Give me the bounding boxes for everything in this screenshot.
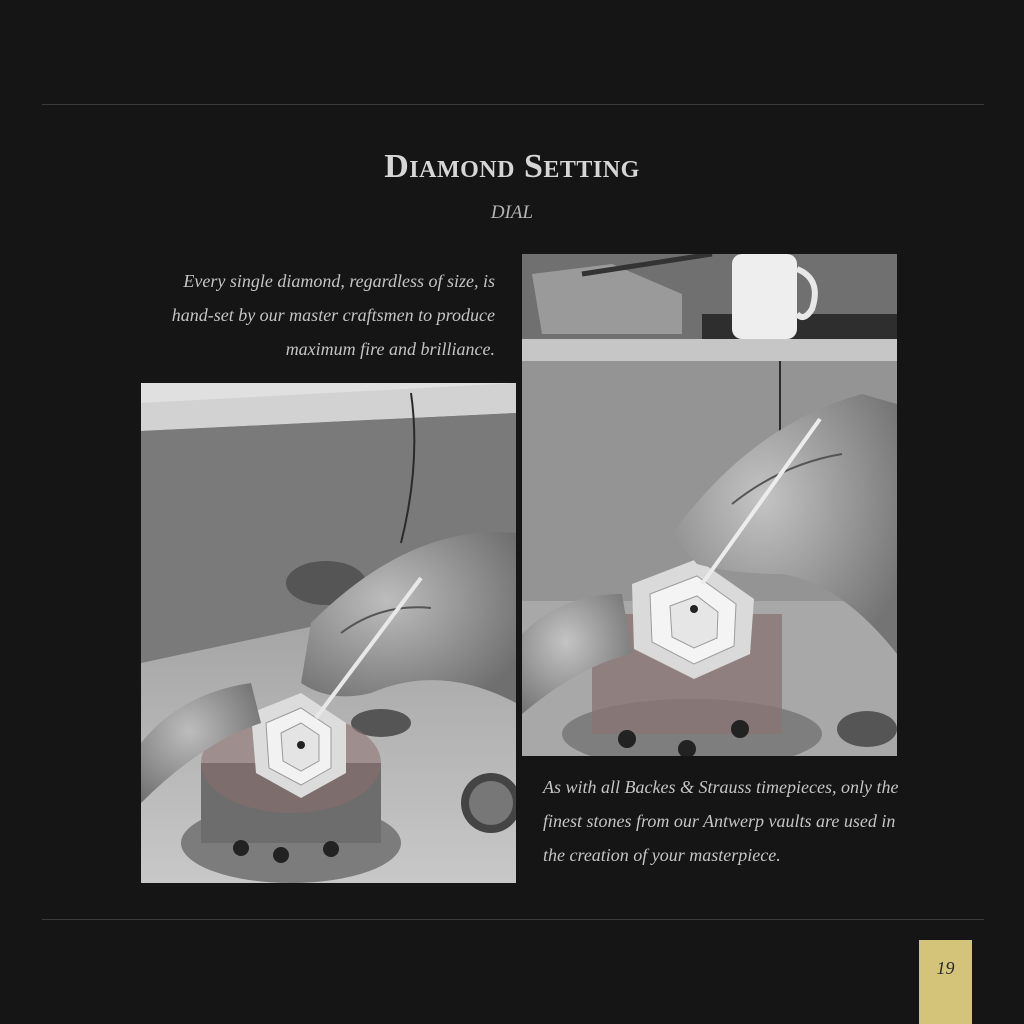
top-divider [42, 104, 984, 105]
bottom-divider [42, 919, 984, 920]
photo-craftsman-setting-wide [141, 383, 516, 883]
page-subtitle: DIAL [490, 202, 534, 223]
page-number-tab [919, 940, 972, 1024]
photo-right-illustration [522, 254, 897, 756]
photo-left-illustration [141, 383, 516, 883]
page-title: Diamond Setting [384, 148, 640, 185]
stones-paragraph: As with all Backes & Strauss timepieces, only the finest stones from our Antwerp vaults are used in the creation of your masterpiece. [543, 777, 899, 865]
photo-craftsman-setting-closeup [522, 254, 897, 756]
intro-paragraph: Every single diamond, regardless of size, is hand-set by our master craftsmen to produce maximum fire and brilliance. [171, 271, 495, 359]
page-number: 19 [936, 958, 955, 978]
